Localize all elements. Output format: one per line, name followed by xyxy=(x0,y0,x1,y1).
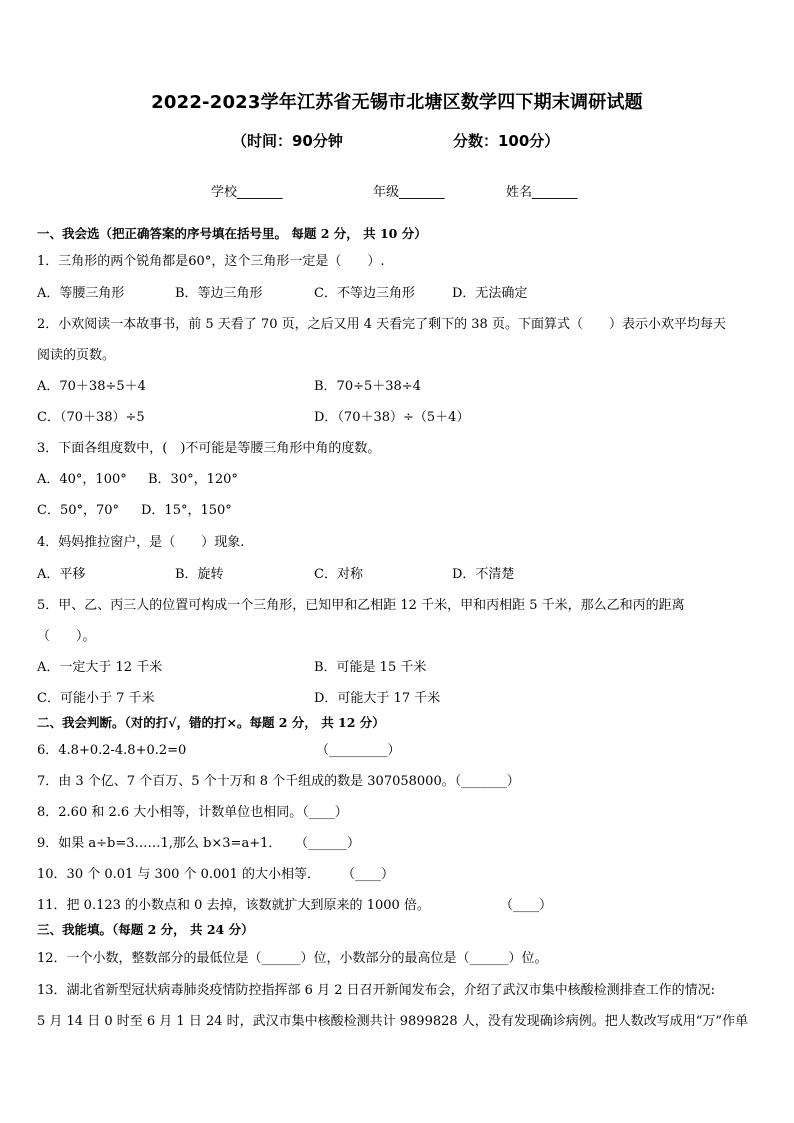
question-11-blank[interactable]: （____） xyxy=(500,898,553,913)
section-heading-judge: 二、我会判断。（对的打√，错的打×。每题 2 分， 共 12 分） xyxy=(37,715,385,730)
question-2-option-c: C．（70＋38）÷5 xyxy=(37,410,145,425)
name-field[interactable]: 姓名_______ xyxy=(506,185,578,200)
question-13-line1: 13．湖北省新型冠状病毒肺炎疫情防控指挥部 6 月 2 日召开新闻发布会，介绍了武汉市集中核酸检测排查工作的情况: xyxy=(37,983,715,998)
question-5-option-c: C．可能小于 7 千米 xyxy=(37,691,155,706)
section-heading-fill: 三、我能填。（每题 2 分， 共 24 分） xyxy=(37,922,254,937)
question-3-option-c: C．50°，70° xyxy=(37,503,120,518)
question-4-option-d: D．不清楚 xyxy=(452,567,515,582)
question-13-line2: 5 月 14 日 0 时至 6 月 1 日 24 时，武汉市集中核酸检测共计 9899828 人，没有发现确诊病例。把人数改写成用“万”作单 xyxy=(37,1014,749,1029)
question-4-stem: 4．妈妈推拉窗户，是（ ）现象. xyxy=(37,535,245,550)
question-5-option-b: B．可能是 15 千米 xyxy=(314,660,427,675)
question-8-stem: 8．2.60 和 2.6 大小相等，计数单位也相同。（____） xyxy=(37,805,348,820)
question-11-stem: 11．把 0.123 的小数点和 0 去掉，该数就扩大到原来的 1000 倍。 xyxy=(37,898,430,913)
question-3-stem: 3．下面各组度数中，( )不可能是等腰三角形中角的度数。 xyxy=(37,441,381,456)
grade-field[interactable]: 年级_______ xyxy=(373,185,445,200)
question-3-option-a: A．40°，100° xyxy=(37,472,127,487)
question-6-blank[interactable]: （_________） xyxy=(316,743,401,758)
question-2-option-b: B．70÷5＋38÷4 xyxy=(314,379,421,394)
question-5-option-d: D．可能大于 17 千米 xyxy=(314,691,441,706)
question-7-stem: 7．由 3 个亿、7 个百万、5 个十万和 8 个千组成的数是 307058000。（_______） xyxy=(37,774,520,789)
question-10-stem: 10．30 个 0.01 与 300 个 0.001 的大小相等． xyxy=(37,867,320,882)
question-5-option-a: A．一定大于 12 千米 xyxy=(37,660,163,675)
question-1-option-c: C．不等边三角形 xyxy=(314,286,415,301)
exam-time: （时间：90分钟 xyxy=(232,132,343,150)
question-10-blank[interactable]: （____） xyxy=(342,867,395,882)
question-3-option-b: B．30°，120° xyxy=(148,472,238,487)
question-2-option-a: A．70＋38÷5＋4 xyxy=(37,379,146,394)
exam-score: 分数：100分） xyxy=(453,132,560,150)
question-4-option-b: B．旋转 xyxy=(175,567,224,582)
question-9-blank[interactable]: （______） xyxy=(295,836,361,851)
exam-title: 2022-2023学年江苏省无锡市北塘区数学四下期末调研试题 xyxy=(151,92,643,113)
question-5-stem-line1: 5．甲、乙、丙三人的位置可构成一个三角形，已知甲和乙相距 12 千米，甲和丙相距 5 千米，那么乙和丙的距离 xyxy=(37,598,685,613)
question-2-stem-line1: 2．小欢阅读一本故事书，前 5 天看了 70 页，之后又用 4 天看完了剩下的 38 页。下面算式（ ）表示小欢平均每天 xyxy=(37,317,726,332)
section-heading-choice: 一、我会选（把正确答案的序号填在括号里。 每题 2 分， 共 10 分） xyxy=(37,226,427,241)
question-1-stem: 1．三角形的两个锐角都是60°，这个三角形一定是（ ）. xyxy=(37,254,385,269)
question-2-stem-line2: 阅读的页数。 xyxy=(37,348,116,363)
question-5-stem-line2: （ ）。 xyxy=(37,629,96,644)
question-6-stem: 6．4.8+0.2-4.8+0.2=0 xyxy=(37,743,187,758)
question-1-option-d: D．无法确定 xyxy=(452,286,528,301)
question-12-stem: 12．一个小数，整数部分的最低位是（______）位，小数部分的最高位是（______）位。 xyxy=(37,951,548,966)
question-4-option-c: C．对称 xyxy=(314,567,363,582)
question-1-option-b: B．等边三角形 xyxy=(175,286,263,301)
school-field[interactable]: 学校_______ xyxy=(211,185,283,200)
question-3-option-d: D．15°，150° xyxy=(141,503,232,518)
question-9-stem: 9．如果 a÷b=3……1,那么 b×3=a+1． xyxy=(37,836,282,851)
question-2-option-d: D．（70＋38）÷（5＋4） xyxy=(314,410,470,425)
question-4-option-a: A．平移 xyxy=(37,567,86,582)
question-1-option-a: A．等腰三角形 xyxy=(37,286,125,301)
